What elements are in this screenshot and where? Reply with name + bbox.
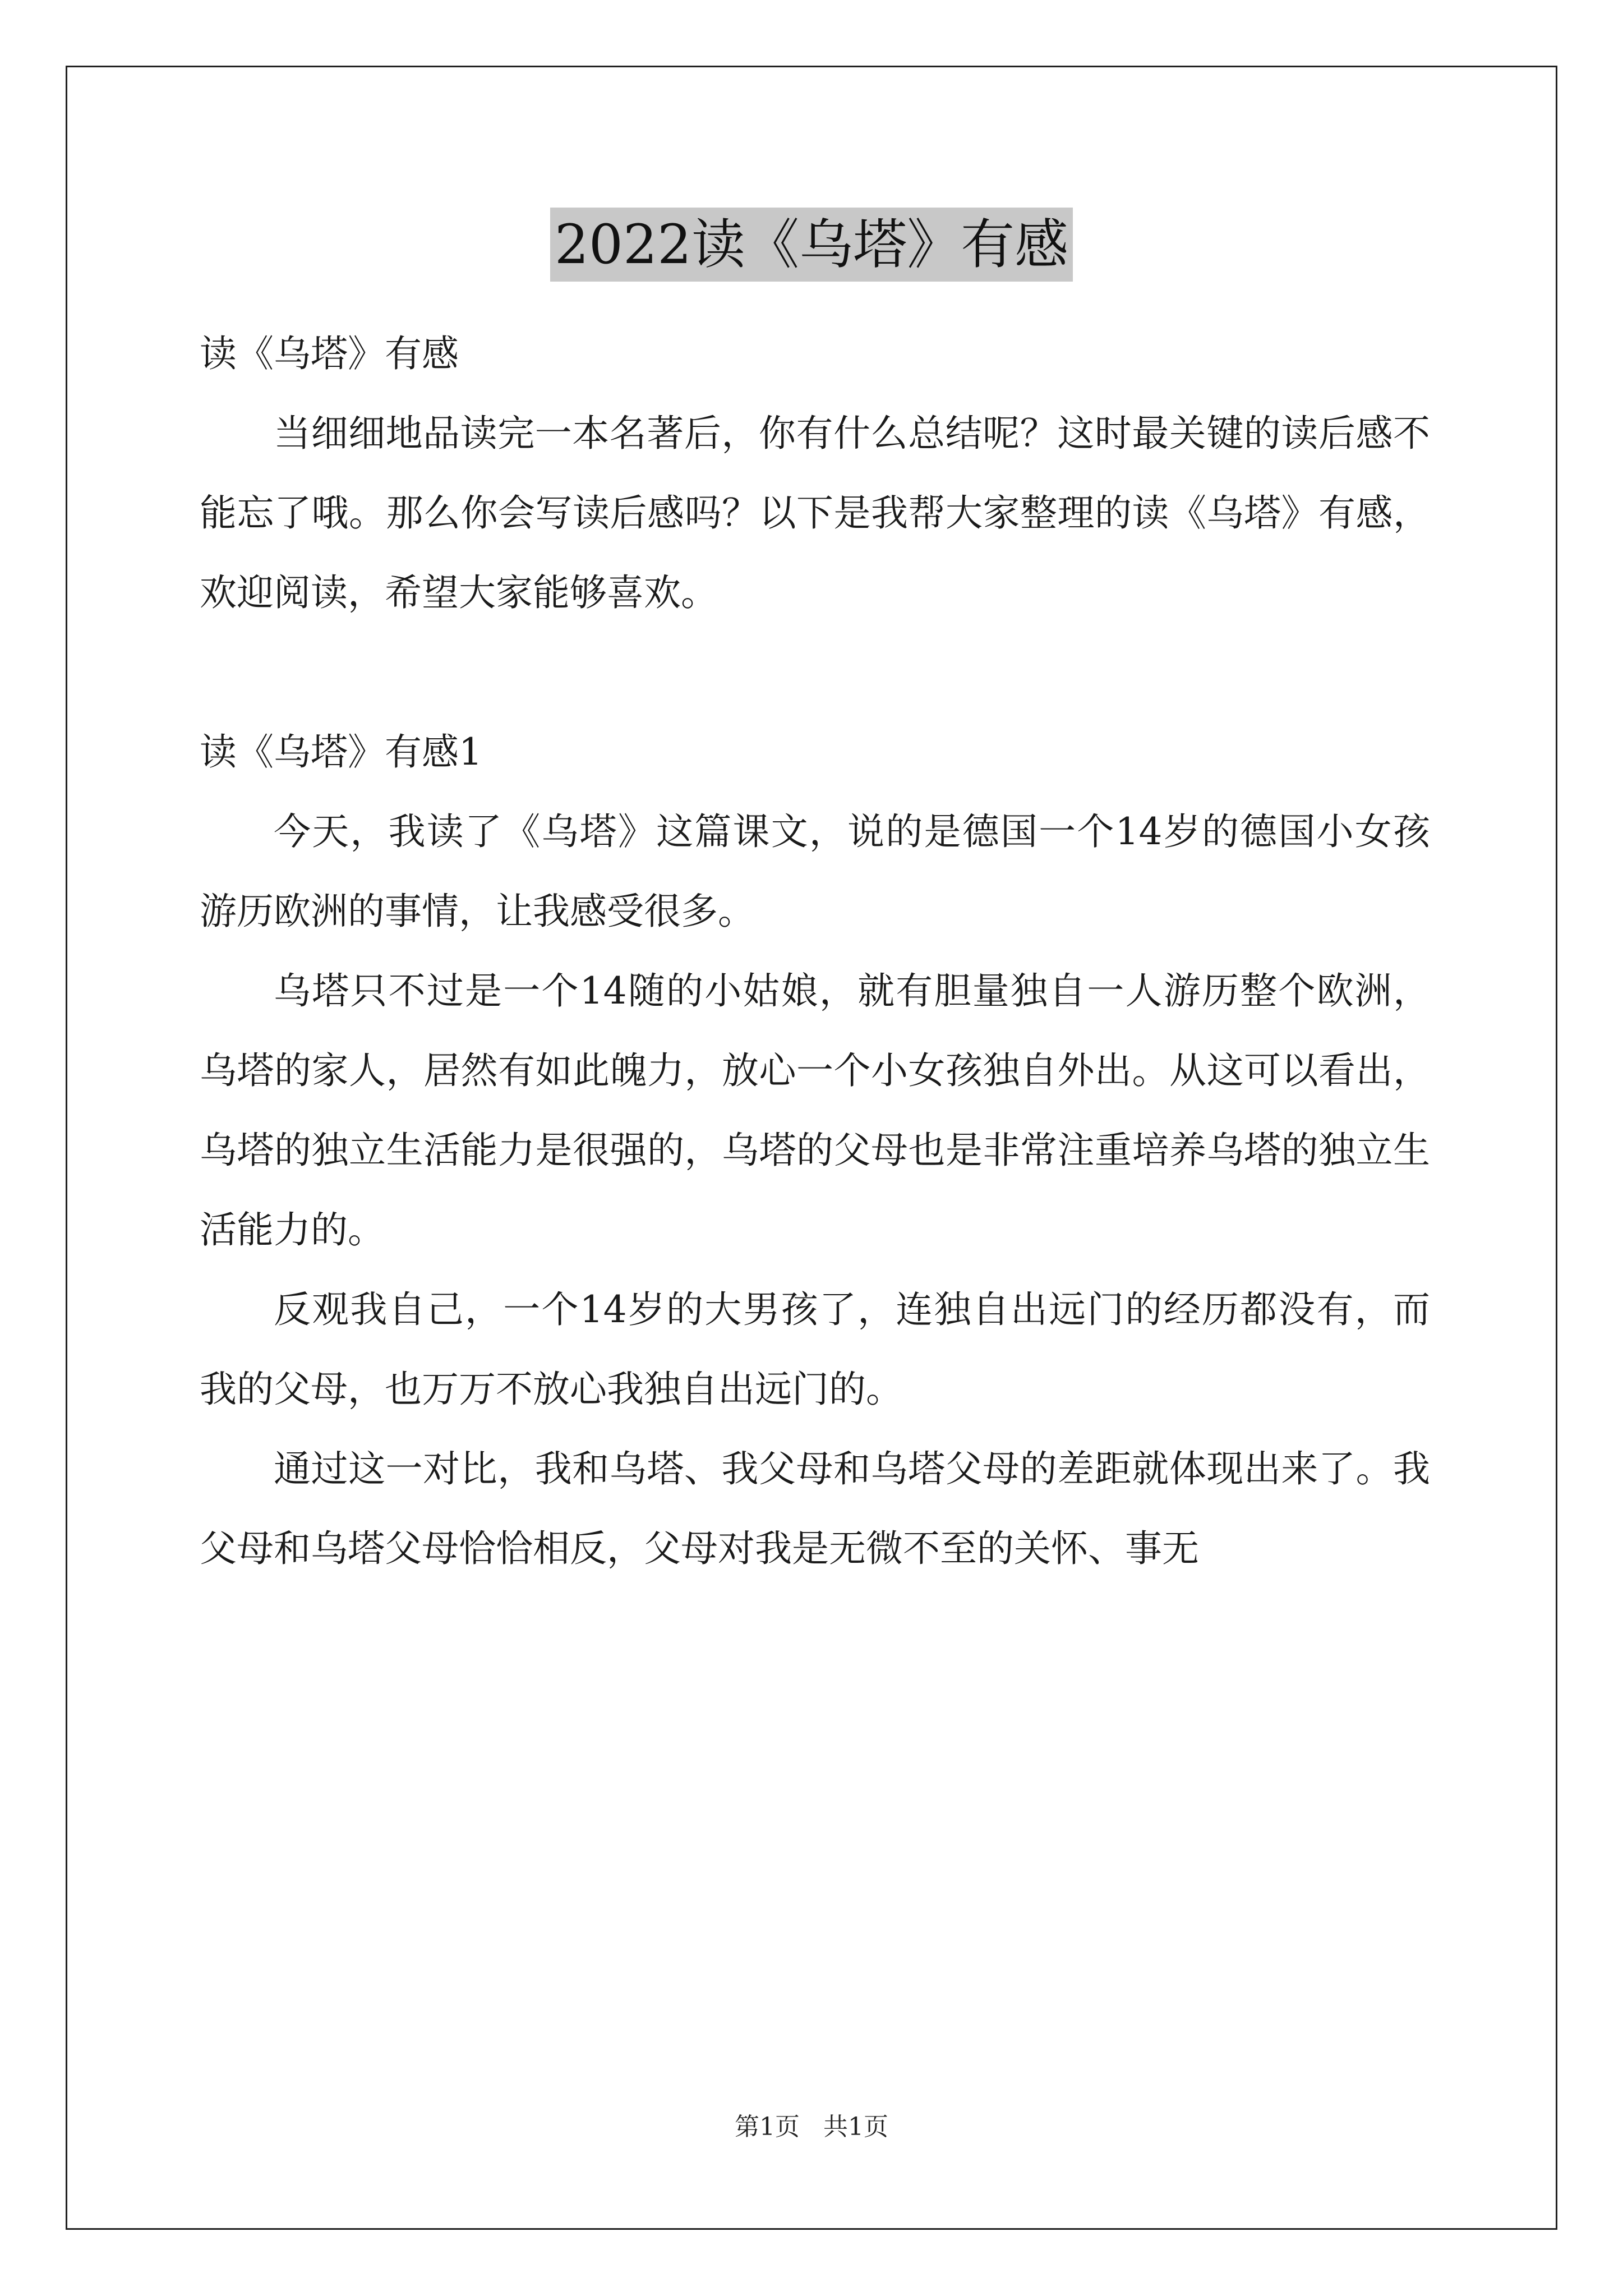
page-number: 第1页: [735, 2113, 800, 2141]
document-body: [200, 314, 1430, 1589]
intro-paragraph: 当细细地品读完一本名著后，你有什么总结呢？这时最关键的读后感不能忘了哦。那么你会写读后感吗？以下是我帮大家整理的读《乌塔》有感，欢迎阅读，希望大家能够喜欢。: [200, 412, 1430, 614]
body-paragraph: 今天，我读了《乌塔》这篇课文，说的是德国一个14岁的德国小女孩游历欧洲的事情，让我感受很多。: [200, 810, 1430, 933]
body-paragraph: 反观我自己，一个14岁的大男孩了，连独自出远门的经历都没有，而我的父母，也万万不放心我独自出远门的。: [200, 1288, 1430, 1411]
subtitle: 读《乌塔》有感: [200, 332, 459, 375]
section-heading: 读《乌塔》有感1: [200, 730, 482, 774]
body-paragraph: 乌塔只不过是一个14随的小姑娘，就有胆量独自一人游历整个欧洲，乌塔的家人，居然有如此魄力，放心一个小女孩独自外出。从这可以看出，乌塔的独立生活能力是很强的，乌塔的父母也是非常注重培养乌塔的独立生活能力的。: [200, 969, 1430, 1251]
page-footer: [0, 2106, 1623, 2142]
document-title: 2022读《乌塔》有感: [550, 208, 1073, 282]
body-paragraph: 通过这一对比，我和乌塔、我父母和乌塔父母的差距就体现出来了。我父母和乌塔父母恰恰相反，父母对我是无微不至的关怀、事无: [200, 1447, 1430, 1570]
page-total: 共1页: [823, 2113, 888, 2141]
title-container: [0, 208, 1623, 282]
spacer: [200, 633, 1430, 712]
